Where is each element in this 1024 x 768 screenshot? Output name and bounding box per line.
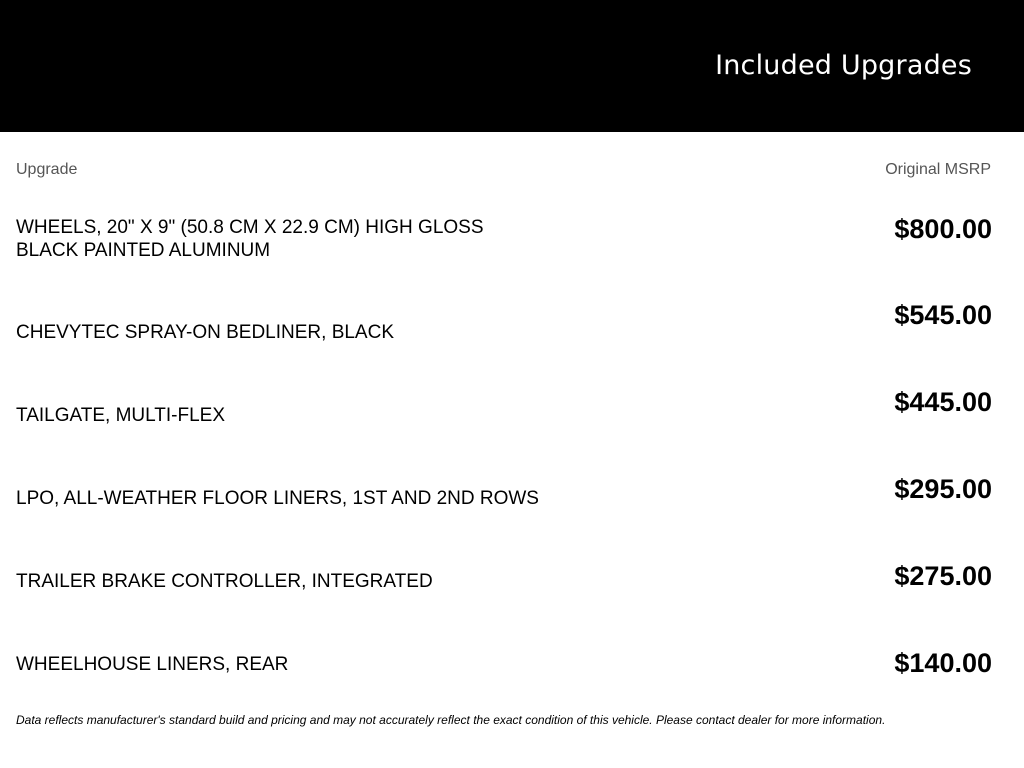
upgrade-price: $295.00 <box>894 474 992 504</box>
page-title: Included Upgrades <box>715 50 972 81</box>
upgrade-row <box>16 647 992 707</box>
upgrade-price: $445.00 <box>894 387 992 417</box>
upgrade-row <box>16 299 992 359</box>
header-bar <box>0 0 1024 132</box>
disclaimer-footnote: Data reflects manufacturer's standard build and pricing and may not accurately reflect the exact condition of this vehicle. Please contact dealer for more information. <box>16 713 886 727</box>
upgrade-row <box>16 386 992 446</box>
upgrade-name: TAILGATE, MULTI-FLEX <box>16 405 226 426</box>
upgrade-price: $275.00 <box>894 561 992 591</box>
upgrade-name-line2: BLACK PAINTED ALUMINUM <box>16 240 271 261</box>
upgrade-name: TRAILER BRAKE CONTROLLER, INTEGRATED <box>16 571 433 592</box>
upgrade-price: $545.00 <box>894 300 992 330</box>
upgrade-name: WHEELHOUSE LINERS, REAR <box>16 654 289 675</box>
upgrade-row <box>16 213 992 273</box>
upgrade-price: $800.00 <box>894 214 992 244</box>
column-header-msrp: Original MSRP <box>885 161 991 178</box>
upgrade-name: CHEVYTEC SPRAY-ON BEDLINER, BLACK <box>16 322 394 343</box>
upgrade-name: LPO, ALL-WEATHER FLOOR LINERS, 1ST AND 2ND ROWS <box>16 488 539 509</box>
upgrade-name-line1: WHEELS, 20" X 9" (50.8 CM X 22.9 CM) HIGH GLOSS <box>16 217 484 238</box>
column-header-upgrade: Upgrade <box>16 161 78 178</box>
upgrade-price: $140.00 <box>894 648 992 678</box>
upgrade-row <box>16 473 992 533</box>
upgrade-name <box>16 216 576 262</box>
upgrade-row <box>16 560 992 620</box>
